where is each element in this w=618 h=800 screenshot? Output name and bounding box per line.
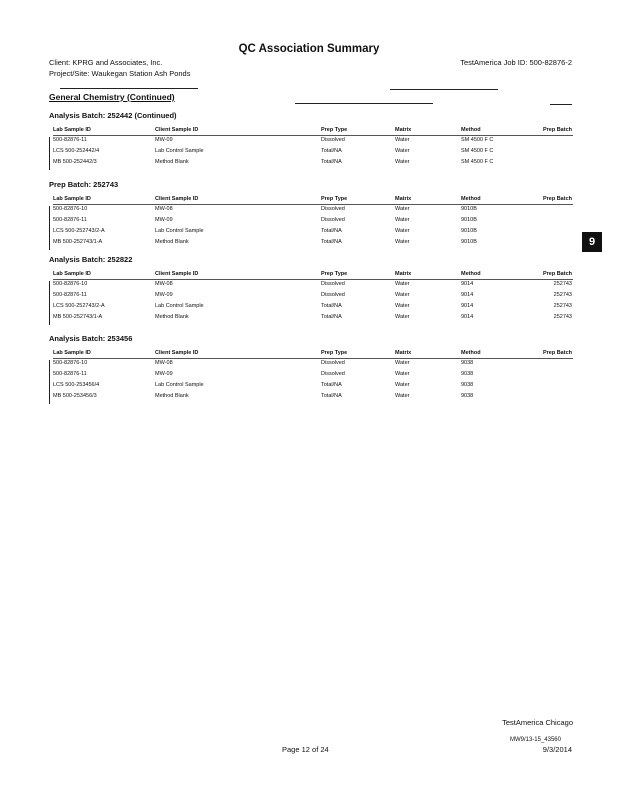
table-cell: 252743 <box>553 314 572 320</box>
row-bracket <box>49 360 50 404</box>
table-cell: 9010B <box>461 217 477 223</box>
header-underline <box>53 204 573 205</box>
table-cell: 252743 <box>553 292 572 298</box>
table-cell: 9010B <box>461 228 477 234</box>
table-cell: Water <box>395 137 410 143</box>
table-cell: Method Blank <box>155 159 189 165</box>
table-cell: Dissolved <box>321 206 345 212</box>
page-title: QC Association Summary <box>238 43 380 55</box>
table-cell: MW-09 <box>155 292 173 298</box>
table-cell: MW-09 <box>155 217 173 223</box>
table-cell: Dissolved <box>321 360 345 366</box>
table-cell: Total/NA <box>321 239 342 245</box>
column-header: Client Sample ID <box>155 127 199 133</box>
section-rule <box>295 103 433 104</box>
table-cell: Water <box>395 206 410 212</box>
table-cell: Water <box>395 393 410 399</box>
header-rule <box>390 89 498 90</box>
table-cell: Method Blank <box>155 393 189 399</box>
table-cell: 500-82876-11 <box>53 292 87 298</box>
header-underline <box>53 279 573 280</box>
column-header: Method <box>461 350 481 356</box>
table-cell: Method Blank <box>155 239 189 245</box>
table-cell: Total/NA <box>321 148 342 154</box>
table-cell: 9010B <box>461 206 477 212</box>
document-reference: MW9/13-15_43560 <box>509 737 561 743</box>
table-cell: Dissolved <box>321 217 345 223</box>
table-cell: Total/NA <box>321 228 342 234</box>
client-name: Client: KPRG and Associates, Inc. <box>49 58 163 67</box>
page-number: Page 12 of 24 <box>282 745 329 754</box>
batch-title: Analysis Batch: 252442 (Continued) <box>49 111 177 120</box>
table-cell: Water <box>395 292 410 298</box>
table-cell: 9038 <box>461 371 474 377</box>
table-cell: Water <box>395 148 410 154</box>
batch-title: Prep Batch: 252743 <box>49 180 119 189</box>
column-header: Matrix <box>395 271 412 277</box>
table-cell: LCS 500-252442/4 <box>53 148 100 154</box>
column-header: Lab Sample ID <box>53 127 91 133</box>
column-header: Lab Sample ID <box>53 350 91 356</box>
table-cell: 500-82876-11 <box>53 137 87 143</box>
table-cell: 252743 <box>553 281 572 287</box>
table-cell: 9014 <box>461 292 474 298</box>
table-cell: MW-09 <box>155 137 173 143</box>
column-header: Method <box>461 196 481 202</box>
header-underline <box>53 135 573 136</box>
table-cell: SM 4500 F C <box>461 159 494 165</box>
table-cell: 500-82876-10 <box>53 360 88 366</box>
table-cell: 9014 <box>461 303 474 309</box>
table-cell: 500-82876-11 <box>53 371 87 377</box>
column-header: Client Sample ID <box>155 196 199 202</box>
table-cell: Lab Control Sample <box>155 382 204 388</box>
table-cell: SM 4500 F C <box>461 137 494 143</box>
table-cell: 500-82876-10 <box>53 281 88 287</box>
table-cell: Total/NA <box>321 393 342 399</box>
table-cell: Lab Control Sample <box>155 303 204 309</box>
column-header: Prep Type <box>321 271 348 277</box>
column-header: Matrix <box>395 196 412 202</box>
table-cell: Dissolved <box>321 292 345 298</box>
section-tab: 9 <box>582 232 602 252</box>
table-cell: 9014 <box>461 281 474 287</box>
table-cell: Water <box>395 382 410 388</box>
column-header: Prep Type <box>321 196 348 202</box>
table-cell: 500-82876-11 <box>53 217 87 223</box>
table-cell: MB 500-253456/3 <box>53 393 97 399</box>
table-cell: Water <box>395 281 410 287</box>
table-cell: LCS 500-252743/2-A <box>53 303 105 309</box>
table-cell: SM 4500 F C <box>461 148 494 154</box>
job-id: TestAmerica Job ID: 500-82876-2 <box>460 58 572 67</box>
table-cell: 9038 <box>461 393 474 399</box>
table-cell: MW-08 <box>155 206 173 212</box>
section-rule <box>550 104 572 105</box>
column-header: Method <box>461 127 481 133</box>
table-cell: MW-08 <box>155 281 173 287</box>
header-underline <box>53 358 573 359</box>
table-cell: Dissolved <box>321 281 345 287</box>
column-header: Lab Sample ID <box>53 196 91 202</box>
table-cell: Water <box>395 217 410 223</box>
section-heading: General Chemistry (Continued) <box>49 92 175 102</box>
column-header: Prep Batch <box>542 350 572 356</box>
table-cell: MB 500-252743/1-A <box>53 314 103 320</box>
table-cell: Water <box>395 303 410 309</box>
lab-name: TestAmerica Chicago <box>502 718 573 727</box>
table-cell: Water <box>395 371 410 377</box>
table-cell: Lab Control Sample <box>155 148 204 154</box>
table-cell: Water <box>395 159 410 165</box>
column-header: Prep Batch <box>542 271 572 277</box>
table-cell: 9010B <box>461 239 477 245</box>
row-bracket <box>49 281 50 325</box>
table-cell: Water <box>395 228 410 234</box>
table-cell: MB 500-252442/3 <box>53 159 97 165</box>
table-cell: 500-82876-10 <box>53 206 88 212</box>
column-header: Client Sample ID <box>155 350 199 356</box>
table-cell: 9014 <box>461 314 474 320</box>
column-header: Prep Batch <box>542 127 572 133</box>
column-header: Matrix <box>395 350 412 356</box>
column-header: Method <box>461 271 481 277</box>
project-site: Project/Site: Waukegan Station Ash Ponds <box>49 69 191 78</box>
table-cell: LCS 500-252743/2-A <box>53 228 105 234</box>
table-cell: Dissolved <box>321 371 345 377</box>
batch-title: Analysis Batch: 252822 <box>49 255 133 264</box>
table-cell: Total/NA <box>321 303 342 309</box>
table-cell: Total/NA <box>321 159 342 165</box>
column-header: Prep Batch <box>542 196 572 202</box>
row-bracket <box>49 137 50 170</box>
column-header: Client Sample ID <box>155 271 199 277</box>
table-cell: Method Blank <box>155 314 189 320</box>
header-rule <box>60 88 198 89</box>
column-header: Prep Type <box>321 127 348 133</box>
table-cell: Dissolved <box>321 137 345 143</box>
column-header: Lab Sample ID <box>53 271 91 277</box>
table-cell: LCS 500-253456/4 <box>53 382 100 388</box>
table-cell: Water <box>395 314 410 320</box>
table-cell: 9038 <box>461 360 474 366</box>
report-date: 9/3/2014 <box>542 745 572 754</box>
batch-title: Analysis Batch: 253456 <box>49 334 133 343</box>
table-cell: 252743 <box>553 303 572 309</box>
row-bracket <box>49 206 50 250</box>
table-cell: Water <box>395 239 410 245</box>
table-cell: Water <box>395 360 410 366</box>
column-header: Matrix <box>395 127 412 133</box>
table-cell: Total/NA <box>321 382 342 388</box>
table-cell: Total/NA <box>321 314 342 320</box>
table-cell: MW-09 <box>155 371 173 377</box>
column-header: Prep Type <box>321 350 348 356</box>
table-cell: 9038 <box>461 382 474 388</box>
table-cell: Lab Control Sample <box>155 228 204 234</box>
table-cell: MW-08 <box>155 360 173 366</box>
table-cell: MB 500-252743/1-A <box>53 239 103 245</box>
